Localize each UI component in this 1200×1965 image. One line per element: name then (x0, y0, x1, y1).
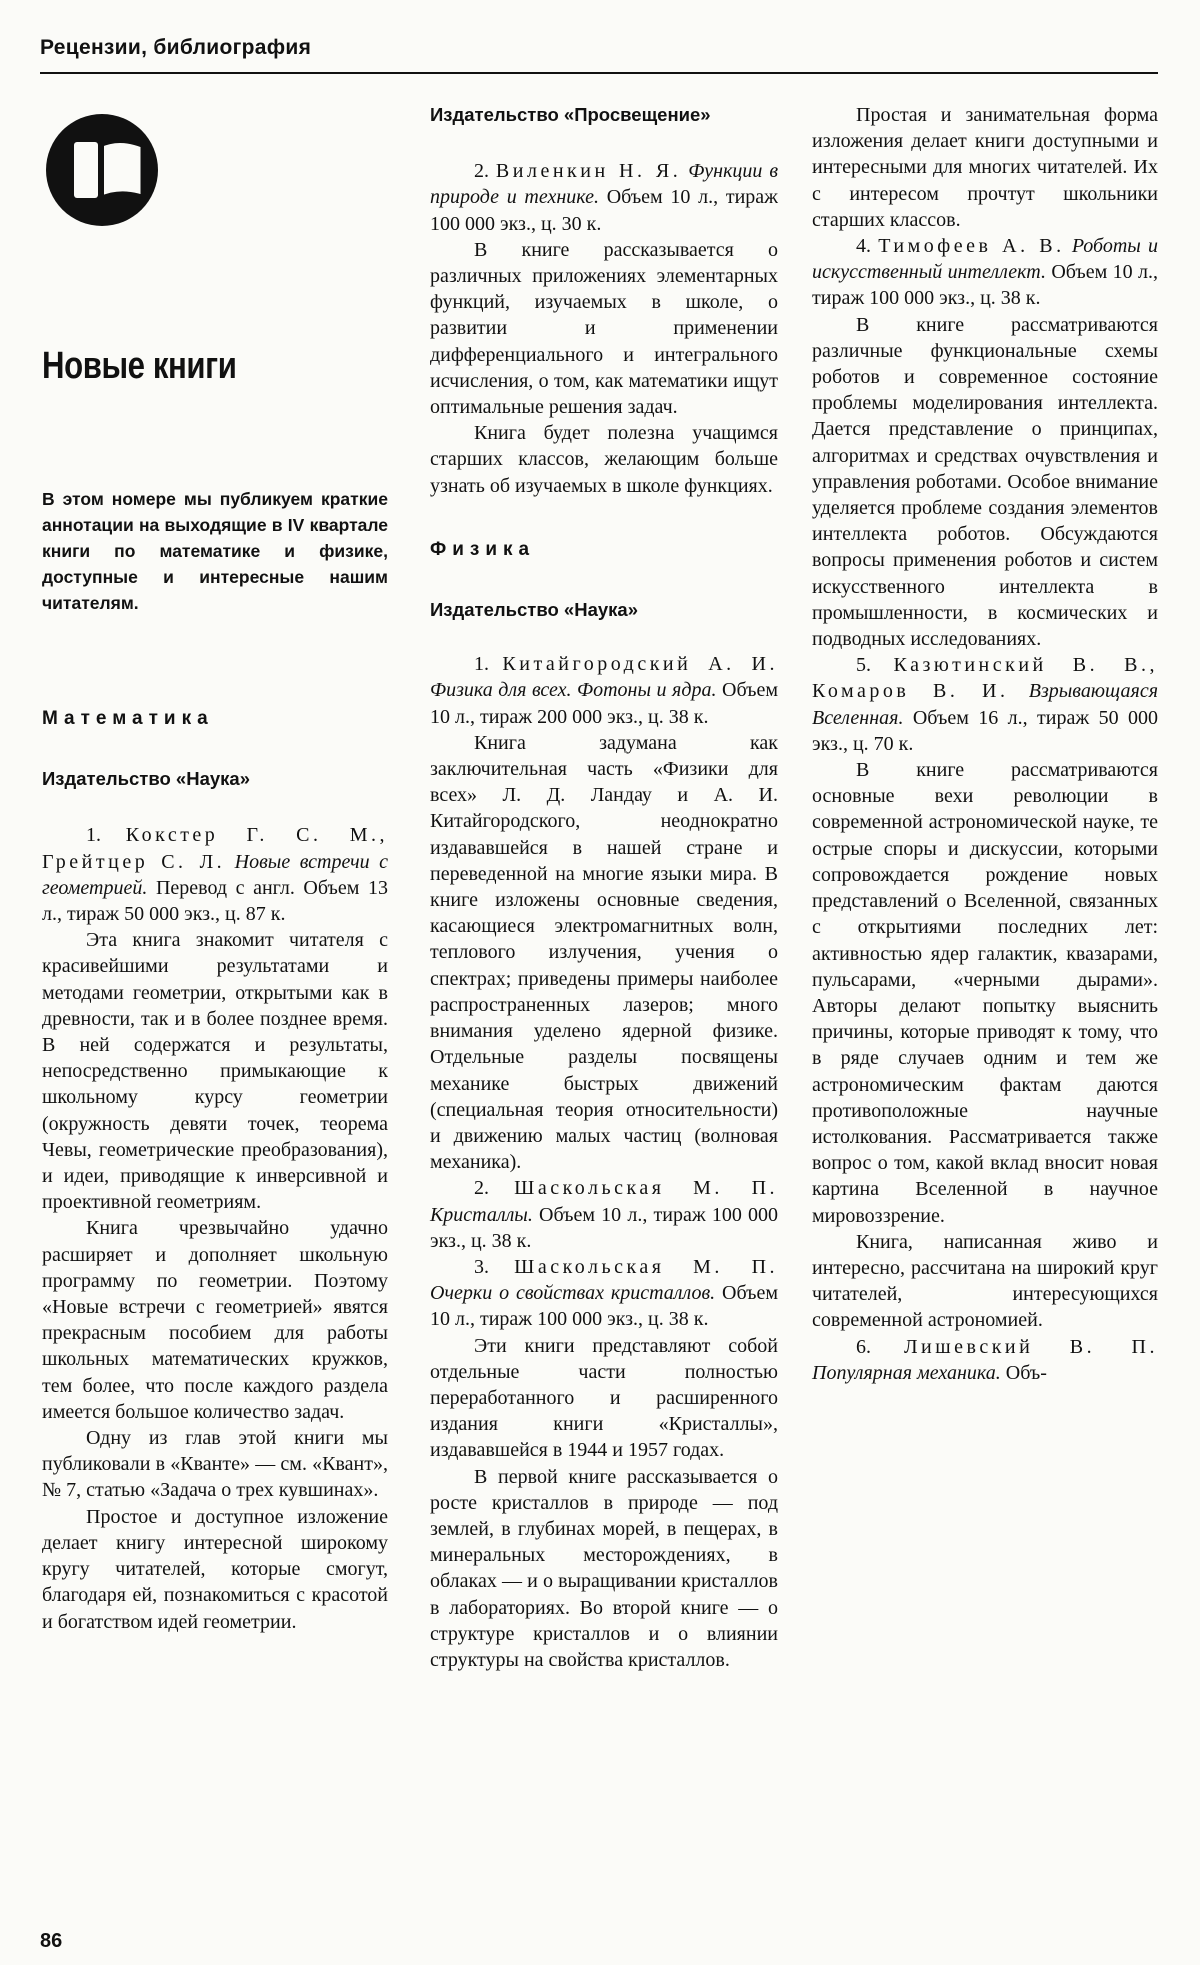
page-number: 86 (40, 1930, 63, 1952)
physics-book-1-entry (430, 651, 778, 730)
entry-title: Роботы и искусственный интеллект. (812, 235, 1159, 284)
column-1 (42, 706, 388, 1635)
entry-title: Функции в природе и технике. (430, 160, 779, 209)
entry-authors: Шаскольская М. П. (514, 1177, 779, 1200)
math-book-1-p1: Эта книга знакомит читателя с красивейшими результатами и методами геометрии, открытыми как в древности, так и в более позднее время. В ней содержатся и результаты, непосредственно примыкающие к школьному курсу геометрии (окружность девяти точек, теорема Чевы, геометрические преобразования), и идеи, приводящие к инверсивной и проективной геометриям. (42, 929, 388, 1214)
entry-details: Объем 10 л., тираж 100 000 экз., ц. 38 к. (430, 1282, 779, 1331)
entry-title: Новые встречи с геометрией. (42, 850, 388, 899)
physics-book-3-p3: Простая и занимательная форма изложения делает книги доступными и интересными для многих читателей. Их с интересом прочтут школьники старших классов. (812, 104, 1158, 231)
entry-title: Очерки о свойствах кристаллов. (430, 1282, 716, 1305)
physics-book-5-entry (812, 652, 1158, 757)
entry-details: Объем 10 л., тираж 100 000 экз., ц. 38 к. (430, 1203, 778, 1252)
entry-number: 3. (474, 1255, 489, 1278)
physics-heading: Физика (430, 538, 536, 560)
entry-number: 5. (856, 654, 871, 677)
math-heading: Математика (42, 708, 214, 729)
column-3 (812, 102, 1158, 1386)
math-book-2-p1: В книге рассказывается о различных приложениях элементарных функций, изучаемых в школе, о развитии и применении дифференциального и интегрального исчисления, о том, как математики ищут оптимальные решения задач. (430, 238, 778, 419)
entry-details: Объем 16 л., тираж 50 000 экз., ц. 70 к. (812, 706, 1158, 755)
physics-book-1-p1: Книга задумана как заключительная часть «Физики для всех» Л. Д. Ландау и А. И. Китайгородского, неоднократно издававшейся в нашей стране и переведенной на многие языки мира. В книге изложены основные сведения, касающиеся электромагнитных волн, теплового излучения, учения о спектрах; приведены примеры наиболее распространенных лазеров; много внимания уделено ядерной физике. Отдельные разделы посвящены механике быстрых движений (специальная теория относительности) и движению малых частиц (волновая механика). (430, 731, 778, 1174)
entry-number: 2. (474, 160, 489, 183)
book-logo-icon (44, 112, 160, 228)
entry-number: 1. (86, 824, 101, 847)
entry-title: Популярная механика. (812, 1361, 1001, 1384)
physics-book-5-p1: В книге рассматриваются основные вехи революции в современной астрономической науке, те острые споры и дискуссии, которыми сопровождается рождение новых представлений о Вселенной, связанных с открытиями последних лет: активностью ядер галактик, квазарами, пульсарами, «черными дырами». Авторы делают попытку выяснить причины, которые приводят к тому, что в ряде случаев одним и тем же астрономическим фактам даются противоположные научные истолкования. Рассматривается также вопрос о том, какой вклад вносит новая картина Вселенной в научное мировоззрение. (812, 759, 1158, 1227)
entry-number: 2. (474, 1177, 489, 1200)
entry-details: Перевод с англ. Объем 13 л., тираж 50 000 экз., ц. 87 к. (42, 876, 389, 926)
entry-authors: Лишевский В. П. (903, 1335, 1159, 1358)
entry-title: Взрывающаяся Вселенная. (812, 680, 1159, 729)
column-2 (430, 102, 778, 1673)
physics-book-4-p1: В книге рассматриваются различные функциональные схемы роботов и современное состояние проблемы моделирования интеллекта. Дается представление о принципах, алгоритмах и средствах очувствления и управления роботами. Особое внимание уделяется проблеме создания элементов интеллекта роботов. Обсуждаются вопросы применения роботов и систем искусственного интеллекта в промышленности, в космических и подводных исследованиях. (812, 313, 1158, 651)
math-publisher-nauka: Издательство «Наука» (42, 768, 250, 790)
entry-details: Объем 10 л., тираж 100 000 экз., ц. 30 к. (430, 186, 778, 235)
running-head: Рецензии, библиография (40, 36, 312, 59)
entry-authors: Виленкин Н. Я. (495, 160, 682, 183)
math-book-2-p2: Книга будет полезна учащимся старших классов, желающим больше узнать об изучаемых в школе функциях. (430, 422, 778, 497)
entry-details: Объем 10 л., тираж 200 000 экз., ц. 38 к. (430, 679, 778, 728)
math-book-2-entry (430, 158, 778, 237)
physics-book-3-p1: Эти книги представляют собой отдельные части полностью переработанного и расширенного издания книги «Кристаллы», издававшейся в 1944 и 1957 годах. (430, 1334, 778, 1462)
page-title: Новые книги (42, 345, 237, 387)
entry-authors: Шаскольская М. П. (514, 1255, 779, 1278)
intro-text: В этом номере мы публикуем краткие аннотации на выходящие в IV квартале книги по математике и физике, доступные и интересные нашим читателям. (42, 489, 388, 613)
entry-number: 6. (856, 1335, 871, 1358)
entry-details: Объем 10 л., тираж 100 000 экз., ц. 38 к. (812, 261, 1158, 310)
entry-authors: Китайгородский А. И. (502, 653, 778, 676)
math-book-1-p2: Книга чрезвычайно удачно расширяет и дополняет школьную программу по геометрии. Поэтому «Новые встречи с геометрией» явятся прекрасным пособием для работы школьных математических кружков, тем более, что после каждого раздела имеется большое количество задач. (42, 1217, 388, 1423)
physics-book-6-entry (812, 1334, 1158, 1386)
math-book-1-p4: Простое и доступное изложение делает книгу интересной широкому кругу читателей, которые смогут, благодаря ей, познакомиться с красотой и богатством идей геометрии. (42, 1505, 388, 1633)
physics-book-5-p2: Книга, написанная живо и интересно, рассчитана на широкий круг читателей, интересующихся современной астрономией. (812, 1230, 1158, 1332)
entry-authors: Тимофеев А. В. (878, 235, 1065, 258)
physics-book-2-entry (430, 1175, 778, 1254)
math-publisher-prosveshchenie: Издательство «Просвещение» (430, 104, 711, 125)
physics-publisher-nauka: Издательство «Наука» (430, 599, 638, 621)
entry-authors: Казютинский В. В., Комаров В. И. (812, 654, 1158, 703)
header-rule (40, 72, 1158, 74)
entry-details: Объ- (1005, 1361, 1047, 1384)
physics-book-3-entry (430, 1254, 778, 1333)
physics-book-3-p2: В первой книге рассказывается о росте кристаллов в природе — под землей, в глубинах морей, в пещерах, в минеральных месторождениях, в облаках — и о выращивании кристаллов в лабораториях. Во второй книге — о структуре кристаллов и о влиянии структуры на свойства кристаллов. (430, 1465, 778, 1671)
entry-title: Физика для всех. Фотоны и ядра. (430, 679, 717, 702)
math-book-1-entry (42, 822, 388, 927)
physics-book-4-entry (812, 233, 1158, 312)
entry-number: 1. (474, 653, 489, 676)
entry-authors: Кокстер Г. С. М., Грейтцер С. Л. (42, 824, 388, 873)
entry-number: 4. (856, 235, 871, 258)
math-book-1-p3: Одну из глав этой книги мы публиковали в «Кванте» — см. «Квант», № 7, статью «Задача о трех кувшинах». (42, 1427, 388, 1502)
entry-title: Кристаллы. (430, 1203, 533, 1226)
